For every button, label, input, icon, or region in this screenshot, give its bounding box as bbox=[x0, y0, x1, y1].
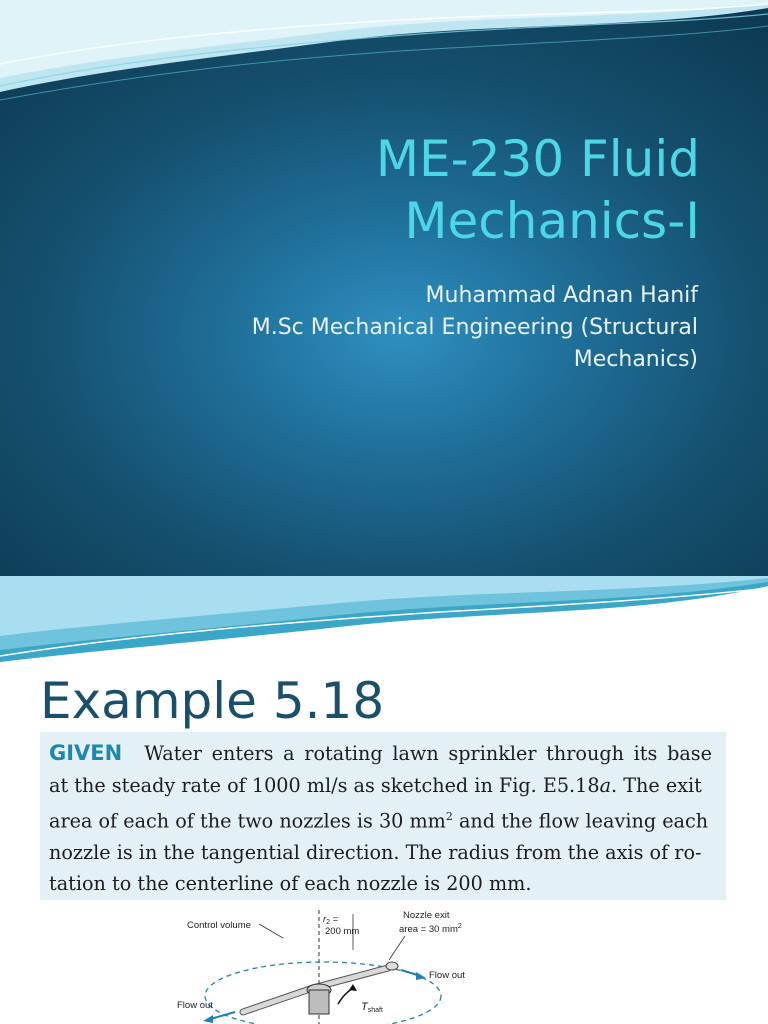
given-line-3: area of each of the two nozzles is 30 $mm^2$ and the flow leaving each bbox=[49, 809, 709, 833]
example-title: Example 5.18 bbox=[40, 672, 385, 730]
given-text-box bbox=[40, 732, 726, 900]
given-label: GIVEN bbox=[49, 741, 123, 765]
nozzle-exit-label: Nozzle exit bbox=[403, 910, 450, 921]
sprinkler-diagram bbox=[173, 900, 521, 1024]
title-line-1: ME-230 Fluid bbox=[375, 130, 700, 188]
r2-value: 200 mm bbox=[325, 926, 360, 937]
wave-decoration-top bbox=[0, 576, 768, 668]
example-slide bbox=[0, 576, 768, 1024]
flow-out-right-label: Flow out bbox=[429, 970, 465, 981]
degree-line-1: M.Sc Mechanical Engineering (Structural bbox=[251, 315, 698, 340]
sprinkler-figure bbox=[173, 900, 521, 1024]
control-volume-label: Control volume bbox=[187, 920, 251, 931]
given-line-1: GIVEN Water enters a rotating lawn sprinkler through its base bbox=[49, 741, 712, 765]
title-line-2: Mechanics-I bbox=[404, 192, 700, 250]
wave-decoration-top bbox=[0, 0, 768, 110]
r2-label: $r_2$ = bbox=[323, 914, 339, 926]
given-line-5: tation to the centerline of each nozzle is 200 mm. bbox=[49, 872, 532, 896]
author-name: Muhammad Adnan Hanif bbox=[425, 283, 698, 308]
nozzle-area-label: area = 30 $mm^2$ bbox=[399, 923, 462, 935]
degree-line-2: Mechanics) bbox=[573, 347, 698, 372]
given-line-2: at the steady rate of 1000 ml/s as sketched in Fig. E5.18a. The exit bbox=[49, 773, 702, 797]
slide-subtitle bbox=[58, 280, 698, 376]
slide-title bbox=[80, 128, 700, 252]
torque-label: $T_{shaft}$ bbox=[361, 1001, 383, 1014]
given-line-4: nozzle is in the tangential direction. The radius from the axis of ro- bbox=[49, 840, 702, 864]
flow-out-left-label: Flow out bbox=[177, 1000, 213, 1011]
